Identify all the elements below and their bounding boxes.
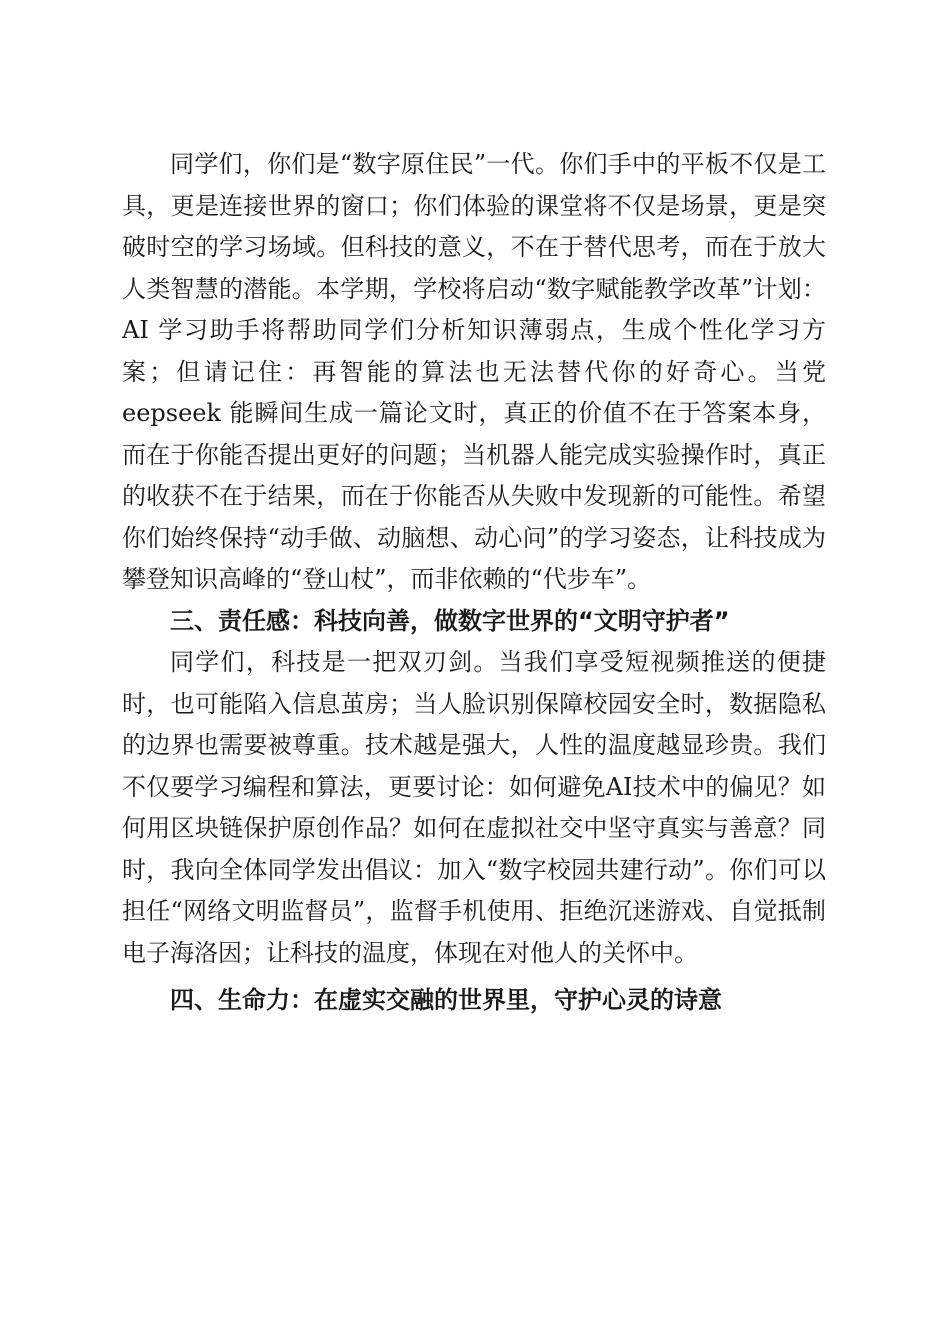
heading-wrapper	[122, 980, 826, 1022]
section-heading-responsibility: 三、责任感：科技向善，做数字世界的“文明守护者”	[170, 606, 730, 635]
paragraph-double-edged-sword: 同学们，科技是一把双刃剑。当我们享受短视频推送的便捷时，也可能陷入信息茧房；当人脸识别保障校园安全时，数据隐私的边界也需要被尊重。技术越是强大，人性的温度越显珍贵。我们不仅要学习编程和算法，更要讨论：如何避免AI技术中的偏见？如何用区块链保护原创作品？如何在虚拟社交中坚守真实与善意？同时，我向全体同学发出倡议：加入“数字校园共建行动”。你们可以担任“网络文明监督员”，监督手机使用、拒绝沉迷游戏、自觉抵制电子海洛因；让科技的温度，体现在对他人的关怀中。	[122, 648, 826, 967]
section-heading-vitality: 四、生命力：在虚实交融的世界里，守护心灵的诗意	[170, 986, 722, 1014]
paragraph-digital-natives: 同学们，你们是“数字原住民”一代。你们手中的平板不仅是工具，更是连接世界的窗口；你们体验的课堂将不仅是场景，更是突破时空的学习场域。但科技的意义，不在于替代思考，而在于放大人类智慧的潜能。本学期，学校将启动“数字赋能教学改革”计划：AI 学习助手将帮助同学们分析知识薄弱点，生成个性化学习方案；但请记住：再智能的算法也无法替代你的好奇心。当党 eepseek 能瞬间生成一篇论文时，真正的价值不在于答案本身，而在于你能否提出更好的问题；当机器人能完成实验操作时，真正的收获不在于结果，而在于你能否从失败中发现新的可能性。希望你们始终保持“动手做、动脑想、动心问”的学习姿态，让科技成为攀登知识高峰的“登山杖”，而非依赖的“代步车”。	[122, 150, 826, 593]
document-body	[122, 144, 826, 1022]
